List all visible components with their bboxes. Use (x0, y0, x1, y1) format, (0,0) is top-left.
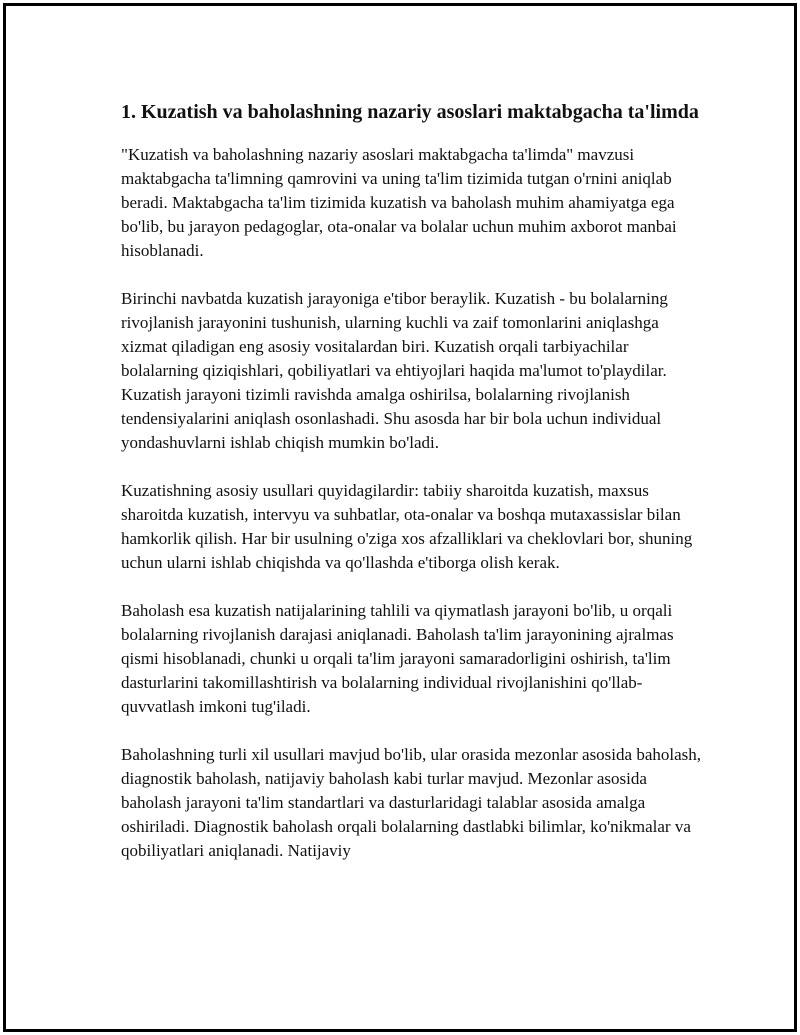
section-heading: 1. Kuzatish va baholashning nazariy asoslari maktabgacha ta'limda (121, 101, 699, 123)
paragraph-1: "Kuzatish va baholashning nazariy asoslari maktabgacha ta'limda" mavzusi maktabgacha ta'limning qamrovini va uning ta'lim tizimida tutgan o'rnini aniqlab beradi. Maktabgacha ta'lim tizimida kuzatish va baholash muhim ahamiyatga ega bo'lib, bu jarayon pedagoglar, ota-onalar va bolalar uchun muhim axborot manbai hisoblanadi. (121, 145, 677, 260)
paragraph-4: Baholash esa kuzatish natijalarining tahlili va qiymatlash jarayoni bo'lib, u orqali bolalarning rivojlanish darajasi aniqlanadi. Baholash ta'lim jarayonining ajralmas qismi hisoblanadi, chunki u orqali ta'lim jarayoni samaradorligini oshirish, ta'lim dasturlarini takomillashtirish va bolalarning individual rivojlanishini qo'llab-quvvatlash imkoni tug'iladi. (121, 601, 674, 716)
paragraph-3: Kuzatishning asosiy usullari quyidagilardir: tabiiy sharoitda kuzatish, maxsus sharoitda kuzatish, intervyu va suhbatlar, ota-onalar va boshqa mutaxassislar bilan hamkorlik qilish. Har bir usulning o'ziga xos afzalliklari va cheklovlari bor, shuning uchun ularni ishlab chiqishda va qo'llashda e'tiborga olish kerak. (121, 481, 693, 572)
document-body (121, 99, 701, 887)
paragraph-2: Birinchi navbatda kuzatish jarayoniga e'tibor beraylik. Kuzatish - bu bolalarning rivojlanish jarayonini tushunish, ularning kuchli va zaif tomonlarini aniqlashga xizmat qiladigan eng asosiy vositalardan biri. Kuzatish orqali tarbiyachilar bolalarning qiziqishlari, qobiliyatlari va ehtiyojlari haqida ma'lumot to'playdilar. Kuzatish jarayoni tizimli ravishda amalga oshirilsa, bolalarning rivojlanish tendensiyalarini aniqlash osonlashadi. Shu asosda har bir bola uchun individual yondashuvlarni ishlab chiqish mumkin bo'ladi. (121, 289, 668, 452)
page-frame (3, 3, 797, 1032)
paragraph-5: Baholashning turli xil usullari mavjud bo'lib, ular orasida mezonlar asosida baholash, diagnostik baholash, natijaviy baholash kabi turlar mavjud. Mezonlar asosida baholash jarayoni ta'lim standartlari va dasturlaridagi talablar asosida amalga oshiriladi. Diagnostik baholash orqali bolalarning dastlabki bilimlar, ko'nikmalar va qobiliyatlari aniqlanadi. Natijaviy (121, 745, 702, 860)
